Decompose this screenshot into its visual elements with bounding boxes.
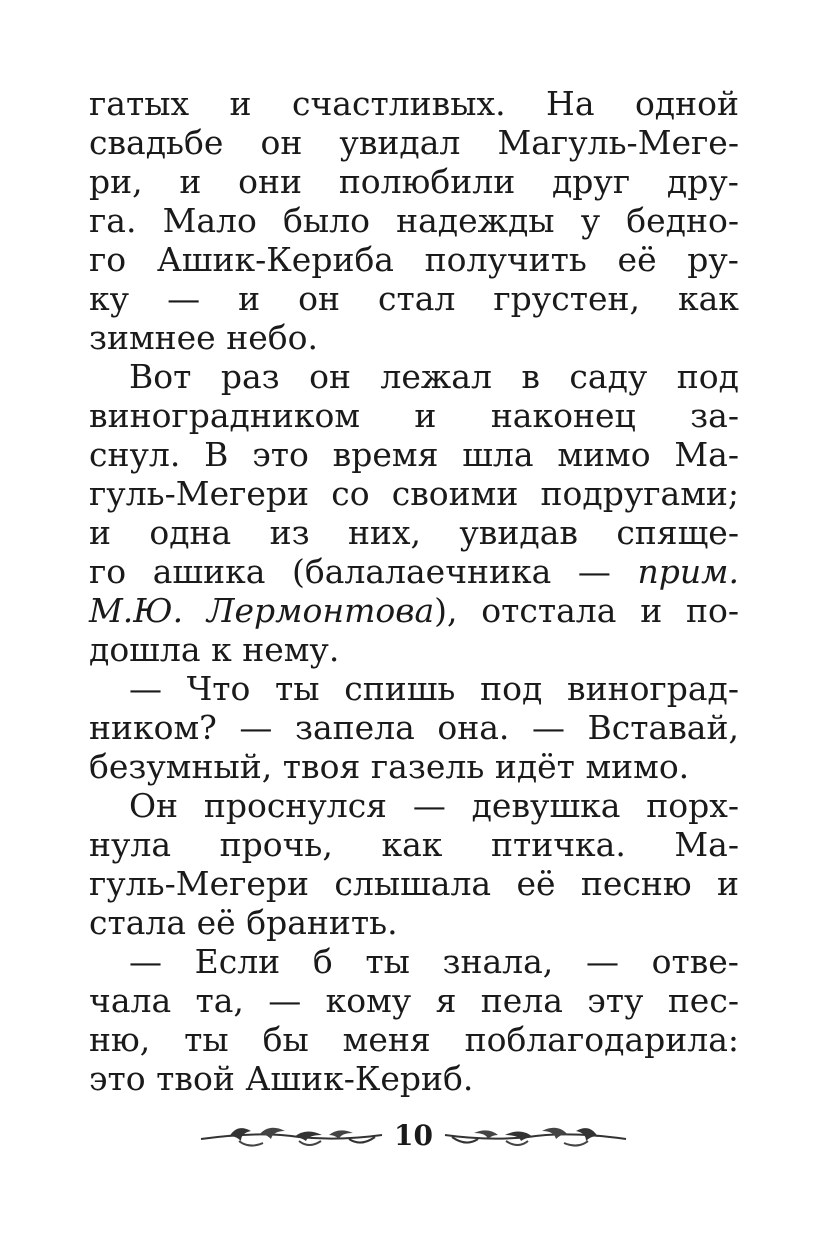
word: эту <box>587 981 644 1020</box>
word: и <box>89 513 111 552</box>
left-swirl-ornament-icon <box>199 1115 384 1155</box>
word: идёт <box>494 747 575 786</box>
word: и <box>229 84 252 123</box>
word: Ашик-Кериб. <box>245 1059 474 1098</box>
word: полюбили <box>338 162 516 201</box>
word: я <box>435 981 457 1020</box>
word: шла <box>462 435 534 474</box>
word: спяще- <box>616 513 739 552</box>
word: увидав <box>459 513 578 552</box>
text-line <box>89 591 739 630</box>
word: Ма- <box>674 435 739 474</box>
word: он <box>298 279 340 318</box>
right-swirl-ornament-icon <box>443 1115 628 1155</box>
word: нему. <box>242 630 340 669</box>
word: наконец <box>490 396 636 435</box>
text-line <box>89 84 739 123</box>
word: бы <box>262 1020 309 1059</box>
word: проснулся <box>203 786 388 825</box>
word: — <box>585 942 619 981</box>
word: и <box>238 279 261 318</box>
word: газель <box>370 747 485 786</box>
word: — <box>531 708 565 747</box>
word: — <box>129 942 162 981</box>
word: снул. <box>89 435 181 474</box>
word: Если <box>194 942 281 981</box>
body-text <box>89 84 739 1098</box>
word: — <box>577 552 611 591</box>
word: как <box>381 825 443 864</box>
word: бедно- <box>626 201 739 240</box>
word: за- <box>690 396 739 435</box>
word: Ма- <box>674 825 739 864</box>
word: бранить. <box>246 903 398 942</box>
word: мимо <box>557 435 651 474</box>
word: как <box>678 279 739 318</box>
word: к <box>211 630 232 669</box>
word: пела <box>480 981 563 1020</box>
word: под <box>676 357 739 396</box>
word: прим. <box>637 552 739 591</box>
word: Магуль-Мегe- <box>497 123 739 162</box>
text-line <box>89 396 739 435</box>
word: знала, <box>442 942 554 981</box>
word: ты <box>184 1020 229 1059</box>
word: дру- <box>666 162 739 201</box>
word: них, <box>347 513 422 552</box>
text-line <box>89 747 739 786</box>
text-line <box>89 357 739 396</box>
word: грустен, <box>493 279 640 318</box>
word: саду <box>569 357 648 396</box>
text-line <box>89 786 739 825</box>
word: отве- <box>651 942 739 981</box>
word: твой <box>156 1059 235 1098</box>
word: было <box>283 201 370 240</box>
word: свадьбе <box>89 123 224 162</box>
word: надежды <box>396 201 555 240</box>
word: девушка <box>471 786 621 825</box>
word: виноград- <box>567 669 739 708</box>
word: под <box>480 669 543 708</box>
page-number: 10 <box>394 1118 433 1152</box>
text-line <box>89 708 739 747</box>
word: го <box>89 552 127 591</box>
word: слышала <box>334 864 492 903</box>
text-line <box>89 942 739 981</box>
text-line <box>89 825 739 864</box>
word: стал <box>377 279 456 318</box>
word: он <box>309 357 351 396</box>
word: лежал <box>380 357 492 396</box>
text-line <box>89 474 739 513</box>
word: это <box>252 435 309 474</box>
text-line <box>89 903 739 942</box>
text-line <box>89 981 739 1020</box>
word: стала <box>89 903 187 942</box>
word: ру- <box>687 240 739 279</box>
word: виноградником <box>89 396 360 435</box>
text-line <box>89 279 739 318</box>
word: Он <box>129 786 179 825</box>
word: кому <box>325 981 412 1020</box>
word: получить <box>424 240 587 279</box>
word: время <box>332 435 439 474</box>
word: из <box>269 513 310 552</box>
word: песню <box>580 864 692 903</box>
word: она. <box>437 708 510 747</box>
word: её <box>196 903 236 942</box>
word: — <box>268 981 302 1020</box>
word: они <box>238 162 303 201</box>
word: это <box>89 1059 146 1098</box>
word: и <box>414 396 437 435</box>
word: На <box>546 84 595 123</box>
word: го <box>89 240 127 279</box>
word: по- <box>685 591 739 630</box>
word: друг <box>551 162 631 201</box>
word: небо. <box>226 318 319 357</box>
word: га. <box>89 201 137 240</box>
text-line <box>89 1059 739 1098</box>
word: нула <box>89 825 172 864</box>
word: — <box>239 708 273 747</box>
word: Вставай, <box>587 708 739 747</box>
text-line <box>89 201 739 240</box>
word: — <box>167 279 201 318</box>
word: зимнее <box>89 318 216 357</box>
word: ником? <box>89 708 217 747</box>
word: запела <box>294 708 415 747</box>
word: гуль-Мегери <box>89 864 310 903</box>
text-line <box>89 669 739 708</box>
word: чала <box>89 981 172 1020</box>
word: спишь <box>344 669 456 708</box>
word: твоя <box>282 747 361 786</box>
word: увидал <box>339 123 461 162</box>
word: отстала <box>481 591 617 630</box>
word: М.Ю. <box>89 591 184 630</box>
word: ку <box>89 279 130 318</box>
text-line <box>89 630 739 669</box>
text-line <box>89 552 739 591</box>
text-line <box>89 513 739 552</box>
word: ашика <box>152 552 266 591</box>
word: со <box>331 474 370 513</box>
word: та, <box>195 981 244 1020</box>
word: Лермонтова), <box>206 591 458 630</box>
word: ри, <box>89 162 143 201</box>
word: он <box>260 123 303 162</box>
word: дошла <box>89 630 201 669</box>
word: ты <box>365 942 410 981</box>
word: (балалаечника <box>291 552 552 591</box>
word: раз <box>220 357 280 396</box>
word: б <box>312 942 333 981</box>
word: и <box>640 591 663 630</box>
word: её <box>516 864 556 903</box>
word: ню, <box>89 1020 151 1059</box>
word: и <box>716 864 739 903</box>
text-line <box>89 162 739 201</box>
word: Мало <box>162 201 257 240</box>
word: гатых <box>89 84 190 123</box>
word: Что <box>186 669 251 708</box>
word: счастливых. <box>291 84 506 123</box>
text-line <box>89 318 739 357</box>
word: меня <box>342 1020 431 1059</box>
word: в <box>521 357 540 396</box>
text-line <box>89 1020 739 1059</box>
word: — <box>412 786 446 825</box>
word: поблагодарила: <box>464 1020 739 1059</box>
text-line <box>89 435 739 474</box>
word: птичка. <box>490 825 626 864</box>
word: В <box>204 435 229 474</box>
text-line <box>89 240 739 279</box>
word: подругами; <box>540 474 739 513</box>
word: Вот <box>129 357 192 396</box>
word: своими <box>391 474 519 513</box>
word: пес- <box>667 981 739 1020</box>
word: порх- <box>646 786 739 825</box>
text-line <box>89 123 739 162</box>
word: одной <box>634 84 739 123</box>
word: — <box>129 669 162 708</box>
word: Ашик-Кериба <box>156 240 394 279</box>
word: одна <box>149 513 232 552</box>
word: гуль-Мегери <box>89 474 310 513</box>
word: и <box>179 162 202 201</box>
word: безумный, <box>89 747 273 786</box>
word: ты <box>275 669 320 708</box>
word: её <box>617 240 657 279</box>
word: мимо. <box>585 747 690 786</box>
text-line <box>89 864 739 903</box>
word: прочь, <box>219 825 333 864</box>
page-footer <box>190 1110 637 1160</box>
word: у <box>580 201 601 240</box>
